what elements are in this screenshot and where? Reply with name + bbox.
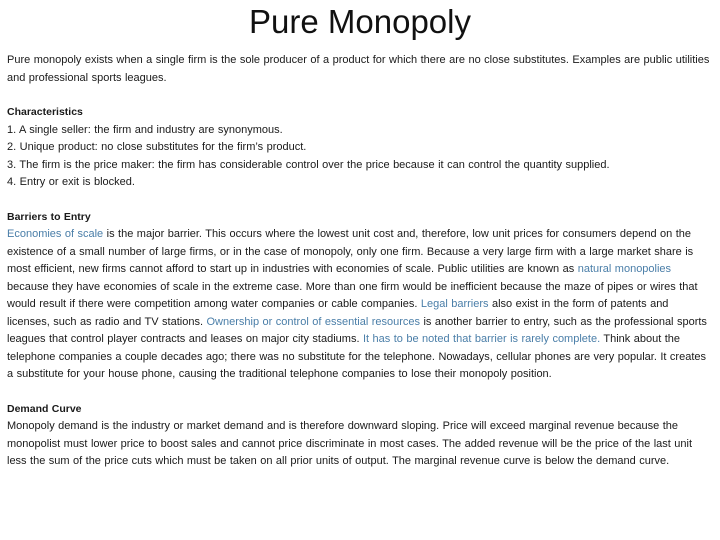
barriers-text: Think about the telephone companies a couple decades ago; there was no substitute for the telephone. Nowadays, cellular phones are very popular. It creates a substitute for your house phone, causing the traditional telephone companies to lose their monopoly position. bbox=[7, 333, 706, 380]
characteristic-item: 3. The firm is the price maker: the firm has considerable control over the price because it can control the quantity supplied. bbox=[7, 158, 610, 171]
slide-body bbox=[7, 52, 713, 471]
economies-of-scale-term: Economies of scale bbox=[7, 228, 104, 240]
spacer bbox=[7, 384, 713, 401]
demand-curve-heading: Demand Curve bbox=[7, 402, 82, 415]
spacer bbox=[7, 87, 713, 104]
barriers-text: also exist in the form of patents and licenses, such as radio and TV stations. bbox=[7, 298, 669, 328]
natural-monopolies-term: natural monopolies bbox=[577, 263, 672, 275]
barriers-paragraph bbox=[7, 226, 713, 384]
intro-paragraph: Pure monopoly exists when a single firm is the sole producer of a product for which there are no close substitutes. Examples are public utilities and professional sports leagues. bbox=[7, 54, 710, 84]
barriers-text: is another barrier to entry, such as the professional sports leagues that control player contracts and leases on major city stadiums. bbox=[7, 315, 707, 345]
rarely-complete-note: It has to be noted that barrier is rarely complete. bbox=[362, 333, 601, 345]
demand-curve-paragraph: Monopoly demand is the industry or market demand and is therefore downward sloping. Price will exceed marginal revenue because the monopolist must lower price to boost sales and cannot price discriminate in most cases. The added revenue will be the price of the last unit less the sum of the price cuts which must be taken on all prior units of output. The marginal revenue curve is below the demand curve. bbox=[7, 420, 693, 467]
legal-barriers-term: Legal barriers bbox=[420, 298, 489, 310]
barriers-heading: Barriers to Entry bbox=[7, 210, 91, 223]
barriers-text: because they have economies of scale in the extreme case. More than one firm would be inefficient because the maze of pipes or wires that would result if there were competition among water companies or cable companies. bbox=[7, 280, 698, 310]
characteristics-heading: Characteristics bbox=[7, 106, 83, 118]
barriers-text: is the major barrier. This occurs where the lowest unit cost and, therefore, low unit prices for consumers depend on the existence of a small number of large firms, or in the case of monopoly, only one firm. Because a very large firm with a large market share is most efficient, new firms cannot afford to start up in industries with economies of scale. Public utilities are known as bbox=[7, 228, 694, 275]
characteristic-item: 4. Entry or exit is blocked. bbox=[7, 176, 135, 188]
characteristic-item: 2. Unique product: no close substitutes for the firm’s product. bbox=[7, 141, 307, 153]
spacer bbox=[7, 192, 713, 209]
characteristic-item: 1. A single seller: the firm and industry are synonymous. bbox=[7, 123, 283, 136]
page-title: Pure Monopoly bbox=[249, 3, 471, 40]
ownership-term: Ownership or control of essential resources bbox=[206, 315, 421, 328]
